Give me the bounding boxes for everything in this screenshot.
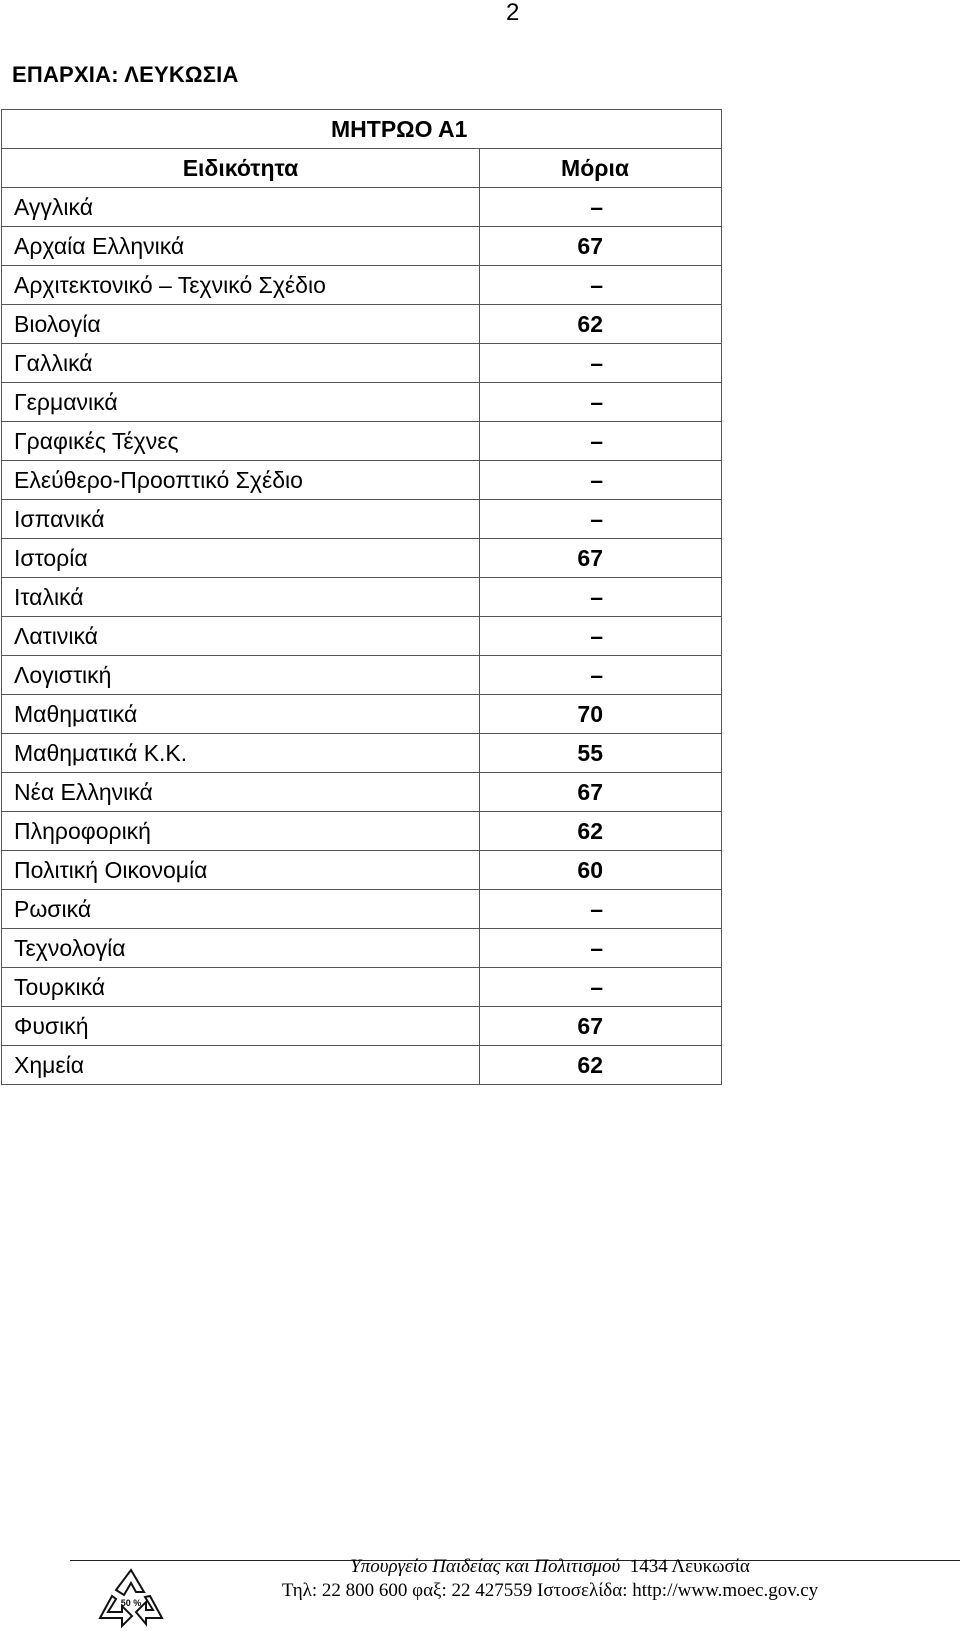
- points-cell: –: [480, 344, 722, 383]
- subject-cell: Αγγλικά: [2, 188, 480, 227]
- column-header-specialty: Ειδικότητα: [2, 149, 480, 188]
- table-row: [2, 929, 722, 968]
- table-row: [2, 227, 722, 266]
- table-row: [2, 773, 722, 812]
- subject-cell: Ισπανικά: [2, 500, 480, 539]
- subject-cell: Ελεύθερο-Προοπτικό Σχέδιο: [2, 461, 480, 500]
- table-row: [2, 500, 722, 539]
- table-row: [2, 539, 722, 578]
- table-row: [2, 422, 722, 461]
- footer-address: 1434 Λευκωσία: [629, 1556, 750, 1577]
- subject-cell: Μαθηματικά Κ.Κ.: [2, 734, 480, 773]
- register-table: [1, 109, 722, 1085]
- subject-cell: Λογιστική: [2, 656, 480, 695]
- points-cell: 67: [480, 773, 722, 812]
- subject-cell: Γαλλικά: [2, 344, 480, 383]
- points-cell: 67: [480, 227, 722, 266]
- points-cell: –: [480, 578, 722, 617]
- subject-cell: Λατινικά: [2, 617, 480, 656]
- subject-cell: Αρχαία Ελληνικά: [2, 227, 480, 266]
- footer-ministry-line: [240, 1556, 860, 1578]
- points-cell: 62: [480, 305, 722, 344]
- table-row: [2, 695, 722, 734]
- recycle-icon: [98, 1566, 164, 1630]
- subject-cell: Πληροφορική: [2, 812, 480, 851]
- table-title-row: [2, 110, 722, 149]
- page-number: 2: [506, 0, 520, 26]
- table-row: [2, 851, 722, 890]
- subject-cell: Αρχιτεκτονικό – Τεχνικό Σχέδιο: [2, 266, 480, 305]
- points-cell: –: [480, 929, 722, 968]
- subject-cell: Νέα Ελληνικά: [2, 773, 480, 812]
- subject-cell: Βιολογία: [2, 305, 480, 344]
- table-row: [2, 266, 722, 305]
- table-row: [2, 812, 722, 851]
- points-cell: –: [480, 890, 722, 929]
- table-row: [2, 461, 722, 500]
- subject-cell: Γραφικές Τέχνες: [2, 422, 480, 461]
- table-row: [2, 968, 722, 1007]
- subject-cell: Ιταλικά: [2, 578, 480, 617]
- subject-cell: Τουρκικά: [2, 968, 480, 1007]
- table-row: [2, 734, 722, 773]
- table-title: ΜΗΤΡΩΟ Α1: [2, 110, 722, 149]
- footer-contact: Τηλ: 22 800 600 φαξ: 22 427559 Ιστοσελίδα: http://www.moec.gov.cy: [281, 1580, 819, 1601]
- subject-cell: Γερμανικά: [2, 383, 480, 422]
- table-row: [2, 1046, 722, 1085]
- points-cell: –: [480, 968, 722, 1007]
- footer-ministry: Υπουργείο Παιδείας και Πολιτισμού: [350, 1556, 621, 1577]
- subject-cell: Πολιτική Οικονομία: [2, 851, 480, 890]
- points-cell: –: [480, 617, 722, 656]
- table-row: [2, 890, 722, 929]
- column-header-points: Μόρια: [480, 149, 722, 188]
- points-cell: 62: [480, 812, 722, 851]
- points-cell: 60: [480, 851, 722, 890]
- table-row: [2, 1007, 722, 1046]
- table-row: [2, 188, 722, 227]
- table-row: [2, 617, 722, 656]
- points-cell: –: [480, 266, 722, 305]
- district-heading: ΕΠΑΡΧΙΑ: ΛΕΥΚΩΣΙΑ: [12, 62, 239, 87]
- subject-cell: Χημεία: [2, 1046, 480, 1085]
- points-cell: 55: [480, 734, 722, 773]
- points-cell: –: [480, 422, 722, 461]
- points-cell: –: [480, 188, 722, 227]
- points-cell: 62: [480, 1046, 722, 1085]
- points-cell: –: [480, 500, 722, 539]
- recycle-label: 50 %: [120, 1598, 142, 1608]
- subject-cell: Ρωσικά: [2, 890, 480, 929]
- points-cell: –: [480, 383, 722, 422]
- table-row: [2, 656, 722, 695]
- table-header-row: [2, 149, 722, 188]
- points-cell: 70: [480, 695, 722, 734]
- subject-cell: Φυσική: [2, 1007, 480, 1046]
- points-cell: 67: [480, 1007, 722, 1046]
- table-row: [2, 578, 722, 617]
- points-cell: 67: [480, 539, 722, 578]
- subject-cell: Μαθηματικά: [2, 695, 480, 734]
- table-row: [2, 383, 722, 422]
- subject-cell: Ιστορία: [2, 539, 480, 578]
- points-cell: –: [480, 656, 722, 695]
- table-row: [2, 344, 722, 383]
- subject-cell: Τεχνολογία: [2, 929, 480, 968]
- points-cell: –: [480, 461, 722, 500]
- table-row: [2, 305, 722, 344]
